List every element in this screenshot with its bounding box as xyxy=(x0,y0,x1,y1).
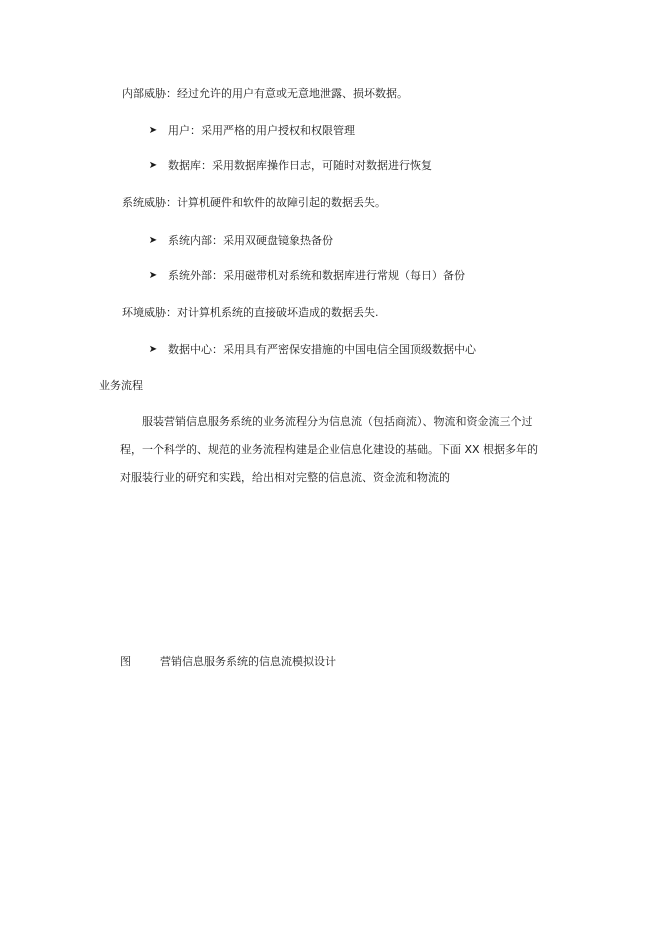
list-item-text: 数据中心：采用具有严密保安措施的中国电信全国顶级数据中心 xyxy=(168,343,476,356)
paragraph-line: 对服装行业的研究和实践，给出相对完整的信息流、资金流和物流的 xyxy=(120,471,450,484)
environment-threat-title: 环境威胁：对计算机系统的直接破坏造成的数据丢失. xyxy=(122,306,379,319)
internal-threat-title: 内部威胁：经过允许的用户有意或无意地泄露、损坏数据。 xyxy=(122,87,408,100)
arrow-right-icon: ➤ xyxy=(148,125,158,136)
system-threat-title: 系统威胁：计算机硬件和软件的故障引起的数据丢失。 xyxy=(122,196,386,209)
list-item xyxy=(147,159,432,173)
arrow-right-icon: ➤ xyxy=(148,270,158,281)
arrow-right-icon: ➤ xyxy=(148,344,158,355)
list-item-text: 系统内部：采用双硬盘镜象热备份 xyxy=(168,234,333,247)
figure-label: 图 xyxy=(120,655,131,668)
list-item xyxy=(147,234,333,248)
figure-caption: 营销信息服务系统的信息流模拟设计 xyxy=(160,655,336,668)
arrow-right-icon: ➤ xyxy=(148,235,158,246)
list-item-text: 用户：采用严格的用户授权和权限管理 xyxy=(168,124,355,137)
paragraph-line: 服装营销信息服务系统的业务流程分为信息流（包括商流）、物流和资金流三个过 xyxy=(142,415,533,428)
list-item xyxy=(147,343,476,357)
section-heading: 业务流程 xyxy=(99,379,143,392)
list-item xyxy=(147,124,355,138)
list-item xyxy=(147,269,465,283)
list-item-text: 系统外部：采用磁带机对系统和数据库进行常规（每日）备份 xyxy=(168,269,465,282)
paragraph-line: 程，一个科学的、规范的业务流程构建是企业信息化建设的基础。下面 XX 根据多年的 xyxy=(120,443,539,456)
arrow-right-icon: ➤ xyxy=(148,160,158,171)
list-item-text: 数据库：采用数据库操作日志，可随时对数据进行恢复 xyxy=(168,159,432,172)
